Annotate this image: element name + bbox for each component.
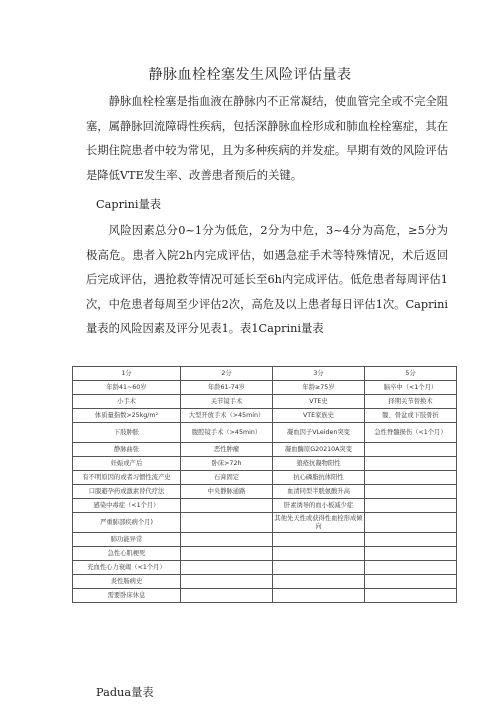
table-header-cell: 2分 [181,367,273,381]
table-cell [273,575,365,589]
table-cell [365,513,457,533]
table-cell: 急性脊髓损伤（<1个月） [365,423,457,443]
table-cell: 肝素诱导的血小板减少症 [273,499,365,513]
table-header-cell: 5分 [365,367,457,381]
table-cell [181,561,273,575]
table-row [73,423,457,443]
table-cell [181,513,273,533]
intro-paragraph: 静脉血栓栓塞是指血液在静脉内不正常凝结，使血管完全或不完全阻塞，属静脉回流障碍性疾病，包括深静脉血栓形成和肺血栓栓塞症，其在长期住院患者中较为常见，且为多种疾病的并发症。早期有效的风险评估是降低VTE发生率、改善患者预后的关键。 [86,95,448,182]
table-cell [365,457,457,471]
table-cell [181,533,273,547]
table-cell: 石膏固定 [181,471,273,485]
table-cell [365,443,457,457]
table-cell: 小手术 [73,395,181,409]
table-row [73,485,457,499]
table-cell [365,589,457,603]
table-cell [365,561,457,575]
table-cell [273,547,365,561]
table-cell: 其他先天性或获得性血栓形成倾向 [273,513,365,533]
table-cell: 腹腔镜手术（>45min） [181,423,273,443]
table-cell: 口服避孕药或激素替代疗法 [73,485,181,499]
caprini-paragraph: 风险因素总分0~1分为低危，2分为中危，3~4分为高危，≥5分为极高危。患者入院2h内完成评估，如遇急症手术等特殊情况，术后返回后完成评估，遇抢救等情况可延长至6h内完成评估。低危患者每周评估1次，中危患者每周至少评估2次，高危及以上患者每日评估1次。Caprini量表的风险因素及评分见表1。表1Caprini量表 [86,224,448,335]
table-cell [365,547,457,561]
table-cell: 年龄≥75岁 [273,381,365,395]
table-cell: 关节镜手术 [181,395,273,409]
table-cell [273,589,365,603]
table-row [73,443,457,457]
table-row [73,381,457,395]
table-cell [365,485,457,499]
table-row [73,395,457,409]
table-cell: 有不明原因的或者习惯性流产史 [73,471,181,485]
caprini-table [72,366,457,603]
table-row [73,575,457,589]
table-cell: 择期关节替换术 [365,395,457,409]
table-cell: 凝血酶原G20210A突变 [273,443,365,457]
caprini-heading: Caprini量表 [96,198,162,211]
table-cell: 凝血因子VLeiden突变 [273,423,365,443]
table-cell [181,575,273,589]
table-cell: 肺功能异常 [73,533,181,547]
table-row [73,409,457,423]
table-cell: VTE家族史 [273,409,365,423]
table-row [73,561,457,575]
table-cell [181,499,273,513]
table-row [73,547,457,561]
table-cell [181,589,273,603]
table-cell: 中央静脉通路 [181,485,273,499]
table-row [73,589,457,603]
table-cell: 卧床>72h [181,457,273,471]
page-title: 静脉血栓栓塞发生风险评估量表 [148,67,352,83]
padua-heading: Padua量表 [96,686,154,699]
table-cell: 髋、骨盆或下肢骨折 [365,409,457,423]
table-row [73,471,457,485]
table-cell [365,471,457,485]
table-cell: 感染中毒症（<1个月） [73,499,181,513]
table-cell: 需要卧床休息 [73,589,181,603]
table-header-row [73,367,457,381]
table-cell: 年龄41~60岁 [73,381,181,395]
table-cell: 年龄61-74岁 [181,381,273,395]
table-cell: 狼疮抗凝物阳性 [273,457,365,471]
table-cell [365,533,457,547]
table-row [73,457,457,471]
table-cell: 体质量指数>25kg/m² [73,409,181,423]
table-cell: 充血性心力衰竭（<1个月） [73,561,181,575]
table-cell: 恶性肿瘤 [181,443,273,457]
table-header-cell: 3分 [273,367,365,381]
table-cell: 大型开放手术（>45min） [181,409,273,423]
table-cell: 抗心磷脂抗体阳性 [273,471,365,485]
table-cell [273,561,365,575]
table-cell: 静脉曲张 [73,443,181,457]
table-cell [365,499,457,513]
table-cell: 脑卒中（<1个月） [365,381,457,395]
table-cell [273,533,365,547]
table-cell: 血清同型半胱氨酸升高 [273,485,365,499]
table-cell [181,547,273,561]
table-cell: 严重肺部疾病个月) [73,513,181,533]
table-row [73,513,457,533]
table-cell: VTE史 [273,395,365,409]
table-cell: 妊娠或产后 [73,457,181,471]
table-row [73,499,457,513]
table-cell: 急性心肌梗死 [73,547,181,561]
table-cell: 下肢肿胀 [73,423,181,443]
table-cell: 炎性肠病史 [73,575,181,589]
table-header-cell: 1分 [73,367,181,381]
table-cell [365,575,457,589]
table-row [73,533,457,547]
